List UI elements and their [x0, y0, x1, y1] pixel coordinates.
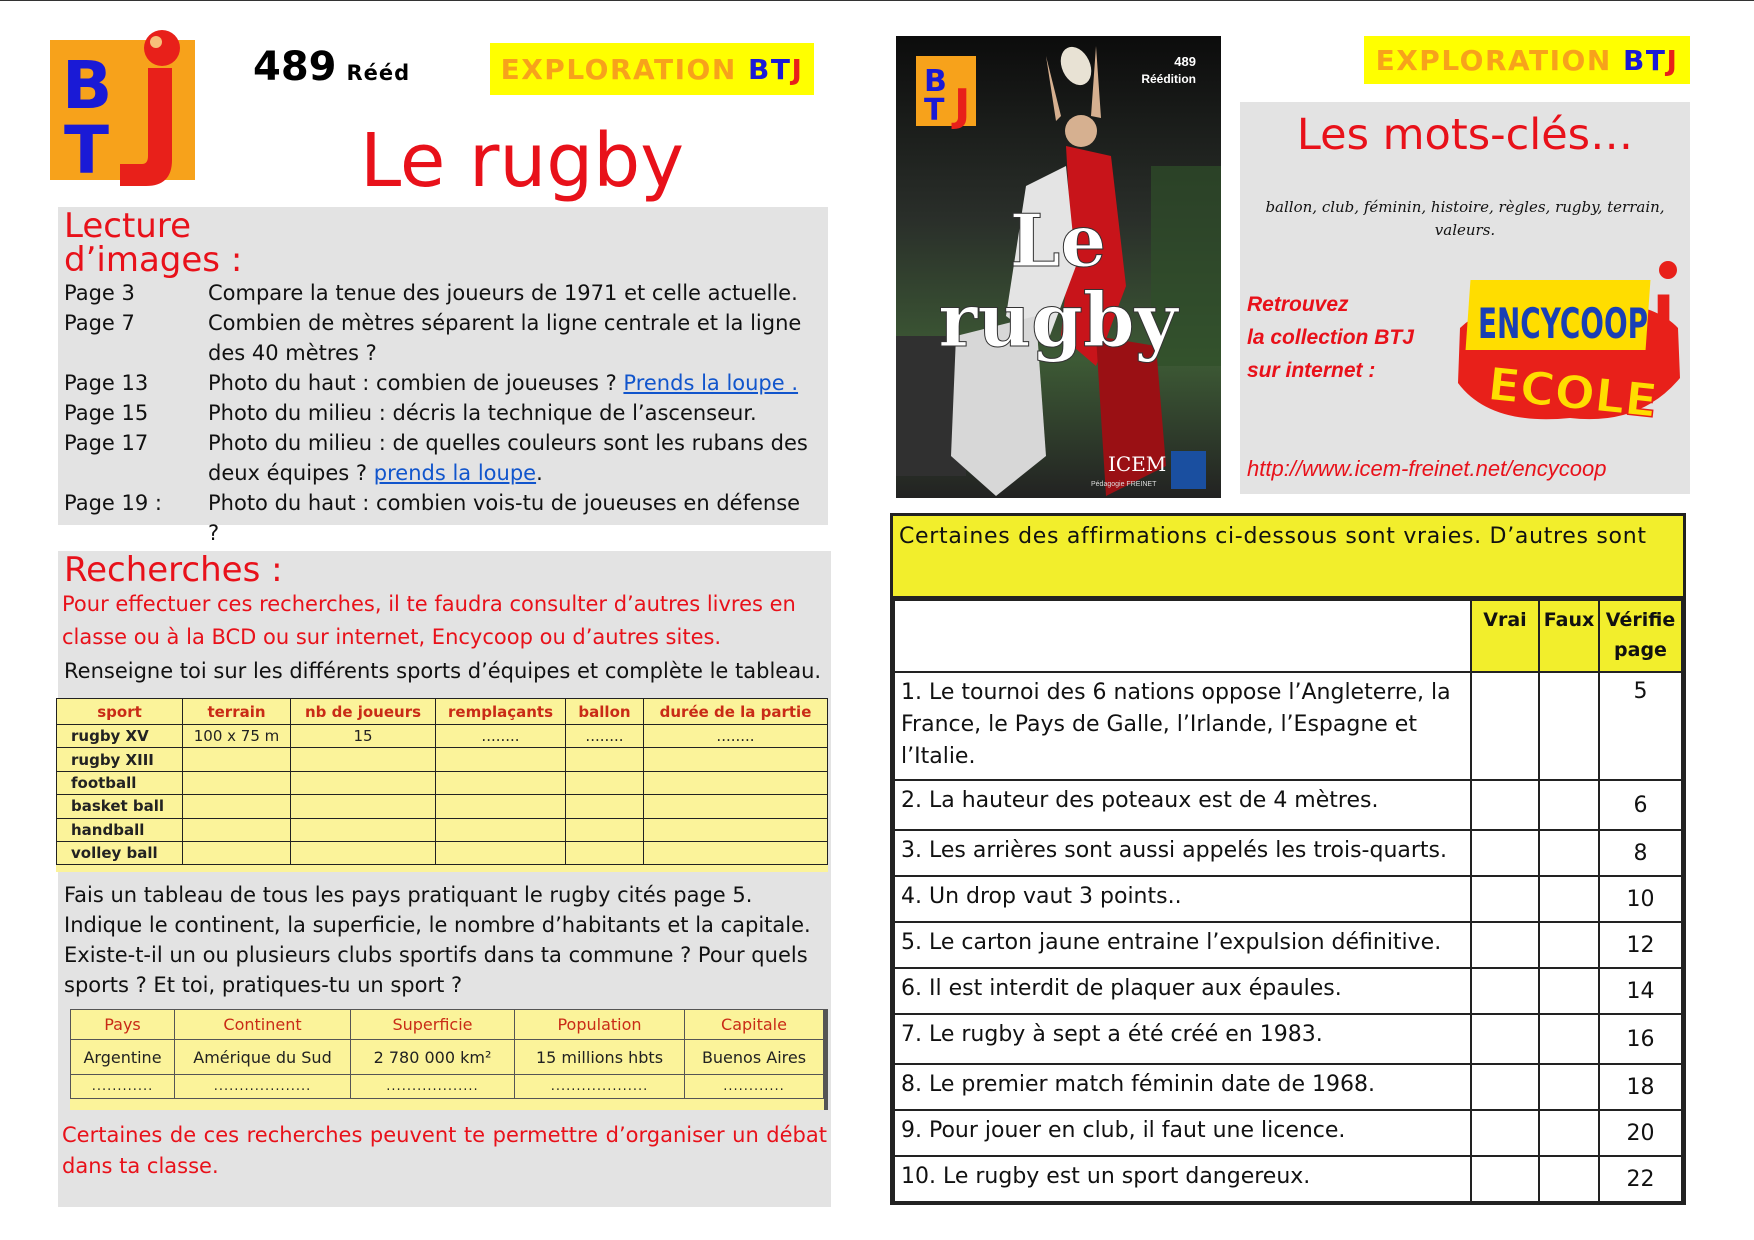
- encycoop-top-text: ENCYCOOP: [1478, 299, 1648, 348]
- loupe-link[interactable]: Prends la loupe .: [623, 371, 799, 395]
- quiz-box: [890, 513, 1686, 1205]
- quiz-row: 5. Le carton jaune entraine l’expulsion définitive. 12: [894, 922, 1682, 968]
- recherches-title: Recherches :: [64, 550, 283, 590]
- vrai-checkbox[interactable]: [1471, 968, 1539, 1014]
- cover-publisher: ICEM: [1108, 452, 1167, 476]
- faux-checkbox[interactable]: [1539, 1014, 1599, 1064]
- sport-col-header: terrain: [183, 699, 291, 725]
- faux-checkbox[interactable]: [1539, 876, 1599, 922]
- quiz-row: 9. Pour jouer en club, il faut une licence. 20: [894, 1110, 1682, 1156]
- table-row: handball: [57, 818, 828, 841]
- cover-logo-b: B: [924, 64, 947, 99]
- encycoop-logo: [1450, 258, 1688, 426]
- vrai-checkbox[interactable]: [1471, 780, 1539, 830]
- lecture-title: Lecture d’images :: [64, 206, 243, 280]
- quiz-row: 3. Les arrières sont aussi appelés les trois-quarts. 8: [894, 830, 1682, 876]
- lecture-item: Page 17 Photo du milieu : de quelles couleurs sont les rubans des deux équipes ? prends la loupe.: [64, 431, 808, 485]
- faux-checkbox[interactable]: [1539, 780, 1599, 830]
- table-row: basket ball: [57, 795, 828, 818]
- encycoop-url[interactable]: http://www.icem-freinet.net/encycoop: [1247, 456, 1607, 481]
- vrai-checkbox[interactable]: [1471, 1156, 1539, 1202]
- quiz-row: 1. Le tournoi des 6 nations oppose l’Angleterre, la France, le Pays de Galle, l’Irlande, l’Espagne et l’Italie. 5: [894, 672, 1682, 780]
- col-vrai-header: Vrai: [1471, 600, 1539, 672]
- country-col-header: Superficie: [351, 1010, 515, 1040]
- quiz-row: 10. Le rugby est un sport dangereux. 22: [894, 1156, 1682, 1202]
- exploration-badge: EXPLORATION B T J: [490, 43, 814, 95]
- col-verif-header: Vérifie page: [1599, 600, 1682, 672]
- faux-checkbox[interactable]: [1539, 922, 1599, 968]
- table-row: football: [57, 771, 828, 794]
- country-col-header: Capitale: [685, 1010, 824, 1040]
- sport-col-header: ballon: [566, 699, 644, 725]
- table-row: Argentine Amérique du Sud 2 780 000 km² 15 millions hbts Buenos Aires: [71, 1040, 824, 1075]
- country-table: [70, 1009, 828, 1110]
- vrai-checkbox[interactable]: [1471, 1064, 1539, 1110]
- retrouvez-text: Retrouvez la collection BTJ sur internet :: [1247, 293, 1414, 382]
- lecture-item: Page 13 Photo du haut : combien de joueuses ? Prends la loupe .: [64, 371, 799, 395]
- table-row: rugby XV 100 x 75 m 15 ........ ........ ........: [57, 725, 828, 748]
- cover-publisher-sub: Pédagogie FREINET: [1091, 481, 1157, 488]
- faux-checkbox[interactable]: [1539, 830, 1599, 876]
- page-title: Le rugby: [360, 118, 685, 204]
- lecture-item: Page 7 Combien de mètres séparent la ligne centrale et la ligne des 40 mètres ?: [64, 311, 802, 365]
- vrai-checkbox[interactable]: [1471, 876, 1539, 922]
- lecture-item: Page 15 Photo du milieu : décris la technique de l’ascenseur.: [64, 401, 757, 425]
- recherches-conclusion: Certaines de ces recherches peuvent te permettre d’organiser un débat dans ta classe.: [62, 1123, 827, 1178]
- cover-logo-t: T: [924, 93, 945, 128]
- recherches-intro-red: Pour effectuer ces recherches, il te faudra consulter d’autres livres en classe ou à la BCD ou sur internet, Encycoop ou d’autres sites.: [62, 592, 796, 649]
- col-faux-header: Faux: [1539, 600, 1599, 672]
- cover-logo-j: J: [954, 80, 971, 131]
- svg-text:T: T: [64, 112, 110, 188]
- sport-col-header: durée de la partie: [644, 699, 828, 725]
- encycoop-j: J: [1652, 282, 1676, 355]
- exploration-badge-right: EXPLORATION B T J: [1364, 36, 1690, 84]
- loupe-link[interactable]: prends la loupe: [373, 461, 537, 485]
- svg-text:B: B: [62, 47, 113, 124]
- issue-suffix: Rééd: [346, 61, 411, 85]
- faux-checkbox[interactable]: [1539, 1110, 1599, 1156]
- quiz-intro: Certaines des affirmations ci-dessous sont vraies. D’autres sont: [893, 516, 1683, 599]
- sport-col-header: nb de joueurs: [291, 699, 436, 725]
- quiz-row: 4. Un drop vaut 3 points.. 10: [894, 876, 1682, 922]
- faux-checkbox[interactable]: [1539, 1064, 1599, 1110]
- encycoop-bottom-text: ECOLE: [1485, 356, 1655, 426]
- recherches-intro: Renseigne toi sur les différents sports d’équipes et complète le tableau.: [64, 659, 822, 683]
- btj-logo: [50, 28, 200, 188]
- book-cover: [896, 36, 1221, 498]
- sport-col-header: sport: [57, 699, 183, 725]
- country-col-header: Pays: [71, 1010, 175, 1040]
- vrai-checkbox[interactable]: [1471, 1014, 1539, 1064]
- cover-title-line2: rugby: [938, 278, 1178, 364]
- recherches-paragraph: Fais un tableau de tous les pays pratiquant le rugby cités page 5. Indique le continent, la superficie, le nombre d’habitants et la capitale. Existe-t-il un ou plusieurs clubs sportifs dans ta commune ? Pour quels sports ? Et toi, pratiques-tu un sport ?: [64, 883, 811, 997]
- quiz-row: 8. Le premier match féminin date de 1968. 18: [894, 1064, 1682, 1110]
- lecture-item: Page 19 : Photo du haut : combien vois-tu de joueuses en défense ?: [64, 491, 801, 545]
- lecture-item: Page 3 Compare la tenue des joueurs de 1971 et celle actuelle.: [64, 281, 798, 305]
- issue-number: 489 Rééd: [253, 44, 411, 90]
- faux-checkbox[interactable]: [1539, 672, 1599, 780]
- cover-number: 489: [1174, 54, 1196, 69]
- keywords-list: ballon, club, féminin, histoire, règles, rugby, terrain, valeurs.: [1265, 198, 1665, 239]
- faux-checkbox[interactable]: [1539, 968, 1599, 1014]
- vrai-checkbox[interactable]: [1471, 672, 1539, 780]
- table-row: rugby XIII: [57, 748, 828, 771]
- keywords-title: Les mots-clés…: [1296, 110, 1634, 160]
- cover-edition: Réédition: [1141, 72, 1196, 86]
- country-col-header: Continent: [175, 1010, 351, 1040]
- vrai-checkbox[interactable]: [1471, 1110, 1539, 1156]
- vrai-checkbox[interactable]: [1471, 922, 1539, 968]
- top-border: [0, 0, 1754, 1]
- faux-checkbox[interactable]: [1539, 1156, 1599, 1202]
- sport-col-header: remplaçants: [436, 699, 566, 725]
- sport-table: [56, 698, 828, 872]
- table-row: volley ball: [57, 841, 828, 864]
- country-col-header: Population: [515, 1010, 685, 1040]
- table-row: ............ ................... .................. ................... ............: [71, 1075, 824, 1099]
- quiz-row: 6. Il est interdit de plaquer aux épaules. 14: [894, 968, 1682, 1014]
- quiz-row: 2. La hauteur des poteaux est de 4 mètres. 6: [894, 780, 1682, 830]
- cover-title-line1: Le: [1009, 198, 1107, 283]
- quiz-blank-header: [894, 600, 1471, 672]
- quiz-row: 7. Le rugby à sept a été créé en 1983. 16: [894, 1014, 1682, 1064]
- vrai-checkbox[interactable]: [1471, 830, 1539, 876]
